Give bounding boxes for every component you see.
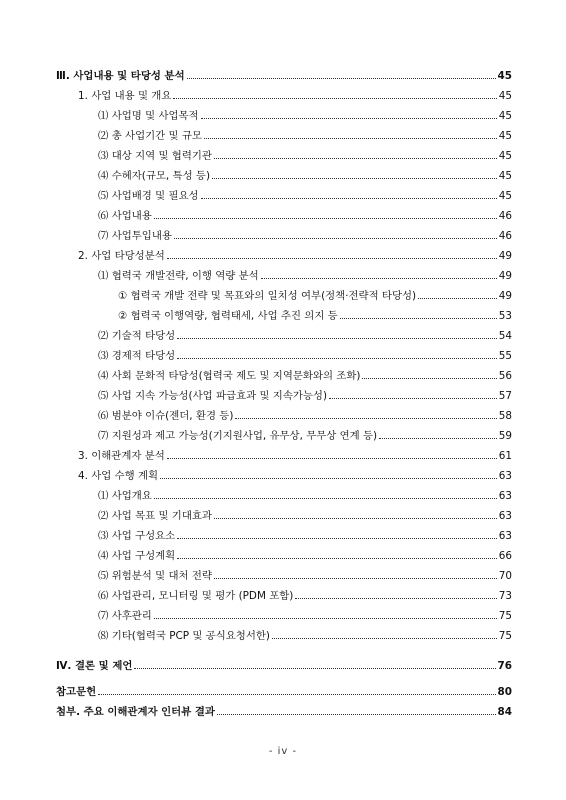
toc-entry-page: 75: [498, 610, 512, 622]
toc-entry-page: 58: [498, 410, 512, 422]
dot-leader: [201, 118, 497, 119]
toc-entry: [98, 404, 512, 422]
dot-leader: [295, 598, 496, 599]
dot-leader: [329, 398, 497, 399]
toc-entry-title: ⑹ 사업관리, 모니터링 및 평가 (PDM 포함): [98, 590, 294, 602]
toc-entry-page: 57: [498, 390, 512, 402]
toc-entry-title: ⑷ 사회 문화적 타당성(협력국 제도 및 지역문화와의 조화): [98, 370, 361, 382]
toc-entry: [98, 564, 512, 582]
toc-entry-page: 49: [498, 250, 512, 262]
dot-leader: [214, 518, 497, 519]
toc-entry-title: ⑸ 사업배경 및 필요성: [98, 190, 199, 202]
toc-entry-page: 49: [498, 270, 512, 282]
dot-leader: [167, 258, 497, 259]
toc-entry-page: 55: [498, 350, 512, 362]
toc-entry: [98, 504, 512, 522]
toc-entry-page: 54: [498, 330, 512, 342]
toc-entry-title: ⑺ 사후관리: [98, 610, 152, 622]
toc-entry-page: 45: [497, 70, 512, 82]
toc-entry-title: ⑵ 기술적 타당성: [98, 330, 176, 342]
toc-entry-page: 66: [498, 550, 512, 562]
toc-entry: [78, 244, 512, 262]
dot-leader: [98, 694, 495, 695]
dot-leader: [173, 98, 496, 99]
toc-entry: [98, 324, 512, 342]
dot-leader: [154, 618, 497, 619]
toc-entry-page: 45: [498, 150, 512, 162]
toc-entry-page: 63: [498, 490, 512, 502]
toc-entry: [98, 624, 512, 642]
toc-entry-title: ⑶ 사업 구성요소: [98, 530, 176, 542]
toc-entry: [98, 484, 512, 502]
toc-entry: [98, 184, 512, 202]
dot-leader: [362, 378, 496, 379]
dot-leader: [201, 198, 497, 199]
toc-entry: [98, 104, 512, 122]
toc-entry-page: 45: [498, 90, 512, 102]
toc-entry: [98, 204, 512, 222]
dot-leader: [187, 78, 496, 79]
toc-entry-page: 76: [497, 660, 512, 672]
toc-entry: [118, 284, 512, 302]
toc-entry: [56, 700, 512, 718]
toc-entry: [98, 544, 512, 562]
toc-entry: [78, 464, 512, 482]
toc-entry-title: ⑹ 사업내용: [98, 210, 152, 222]
toc-entry-title: ② 협력국 이행역량, 협력태세, 사업 추진 의지 등: [118, 310, 338, 322]
toc-entry: [98, 524, 512, 542]
dot-leader: [212, 178, 497, 179]
toc-entry-page: 45: [498, 110, 512, 122]
toc-entry-title: ⑴ 사업개요: [98, 490, 152, 502]
toc-entry: [56, 64, 512, 82]
toc-entry-page: 73: [498, 590, 512, 602]
toc-entry-title: 3. 이해관계자 분석: [78, 450, 165, 462]
toc-entry-page: 75: [498, 630, 512, 642]
toc-entry-page: 80: [497, 686, 512, 698]
toc-entry: [98, 344, 512, 362]
toc-entry-title: ⑴ 협력국 개발전략, 이행 역량 분석: [98, 270, 259, 282]
toc-entry: [98, 124, 512, 142]
toc-entry-title: 참고문헌: [56, 686, 97, 698]
toc-entry-page: 70: [498, 570, 512, 582]
toc-entry: [56, 680, 512, 698]
toc-entry: [98, 424, 512, 442]
toc-entry-page: 45: [498, 130, 512, 142]
toc-entry-title: Ⅲ. 사업내용 및 타당성 분석: [56, 70, 185, 82]
toc-entry-page: 59: [498, 430, 512, 442]
toc-entry-page: 63: [498, 510, 512, 522]
dot-leader: [177, 338, 497, 339]
toc-entry: [98, 584, 512, 602]
dot-leader: [177, 358, 497, 359]
toc-entry-title: ⑹ 범분야 이슈(젠더, 환경 등): [98, 410, 234, 422]
dot-leader: [272, 638, 497, 639]
toc-entry-page: 53: [498, 310, 512, 322]
toc-entry-title: ⑶ 대상 지역 및 협력기관: [98, 150, 212, 162]
toc-entry-title: 4. 사업 수행 계획: [78, 470, 159, 482]
toc-entry-page: 56: [498, 370, 512, 382]
toc-entry: [118, 304, 512, 322]
toc-entry-page: 46: [498, 230, 512, 242]
toc-entry: [78, 444, 512, 462]
toc-entry-page: 84: [497, 706, 512, 718]
dot-leader: [418, 298, 497, 299]
dot-leader: [177, 538, 497, 539]
dot-leader: [154, 218, 497, 219]
dot-leader: [160, 478, 497, 479]
toc-entry-title: ⑵ 사업 목표 및 기대효과: [98, 510, 212, 522]
toc-entry-title: ⑷ 사업 구성계획: [98, 550, 176, 562]
dot-leader: [217, 714, 496, 715]
toc-entry-title: ⑴ 사업명 및 사업목적: [98, 110, 199, 122]
toc-entry-page: 63: [498, 530, 512, 542]
toc-entry-title: ⑻ 기타(협력국 PCP 및 공식요청서한): [98, 630, 270, 642]
dot-leader: [214, 158, 497, 159]
toc-entry-page: 46: [498, 210, 512, 222]
toc-entry-title: ⑷ 수혜자(규모, 특성 등): [98, 170, 211, 182]
toc-entry-page: 45: [498, 170, 512, 182]
dot-leader: [261, 278, 497, 279]
dot-leader: [177, 558, 497, 559]
toc-entry-title: ⑺ 지원성과 제고 가능성(기지원사업, 유무상, 무무상 연계 등): [98, 430, 378, 442]
toc-entry-title: ⑵ 총 사업기간 및 규모: [98, 130, 202, 142]
toc-entry-title: ⑺ 사업투입내용: [98, 230, 172, 242]
dot-leader: [154, 498, 497, 499]
page-number-footer: - iv -: [268, 746, 298, 757]
toc-entry: [78, 84, 512, 102]
toc-entry-title: Ⅳ. 결론 및 제언: [56, 660, 133, 672]
toc-entry: [98, 384, 512, 402]
dot-leader: [174, 238, 497, 239]
toc-entry-page: 63: [498, 470, 512, 482]
toc-entry-title: ⑸ 사업 지속 가능성(사업 파급효과 및 지속가능성): [98, 390, 328, 402]
toc-entry: [98, 164, 512, 182]
toc-entry-title: 첨부. 주요 이해관계자 인터뷰 결과: [56, 706, 215, 718]
toc-entry: [98, 364, 512, 382]
toc-entry-title: ⑶ 경제적 타당성: [98, 350, 176, 362]
dot-leader: [214, 578, 497, 579]
dot-leader: [379, 438, 497, 439]
dot-leader: [134, 668, 495, 669]
toc-entry-page: 45: [498, 190, 512, 202]
toc-entry-title: 2. 사업 타당성분석: [78, 250, 165, 262]
toc-entry: [98, 224, 512, 242]
toc-entry: [98, 604, 512, 622]
toc-entry: [98, 264, 512, 282]
toc-entry-title: ⑸ 위험분석 및 대처 전략: [98, 570, 212, 582]
dot-leader: [167, 458, 497, 459]
dot-leader: [340, 318, 497, 319]
toc-entry-title: 1. 사업 내용 및 개요: [78, 90, 172, 102]
toc-entry-page: 61: [498, 450, 512, 462]
dot-leader: [235, 418, 496, 419]
toc-entry-title: ① 협력국 개발 전략 및 목표와의 일치성 여부(정책·전략적 타당성): [118, 290, 417, 302]
dot-leader: [204, 138, 497, 139]
toc-entry-page: 49: [498, 290, 512, 302]
toc-entry: [56, 654, 512, 672]
toc-entry: [98, 144, 512, 162]
